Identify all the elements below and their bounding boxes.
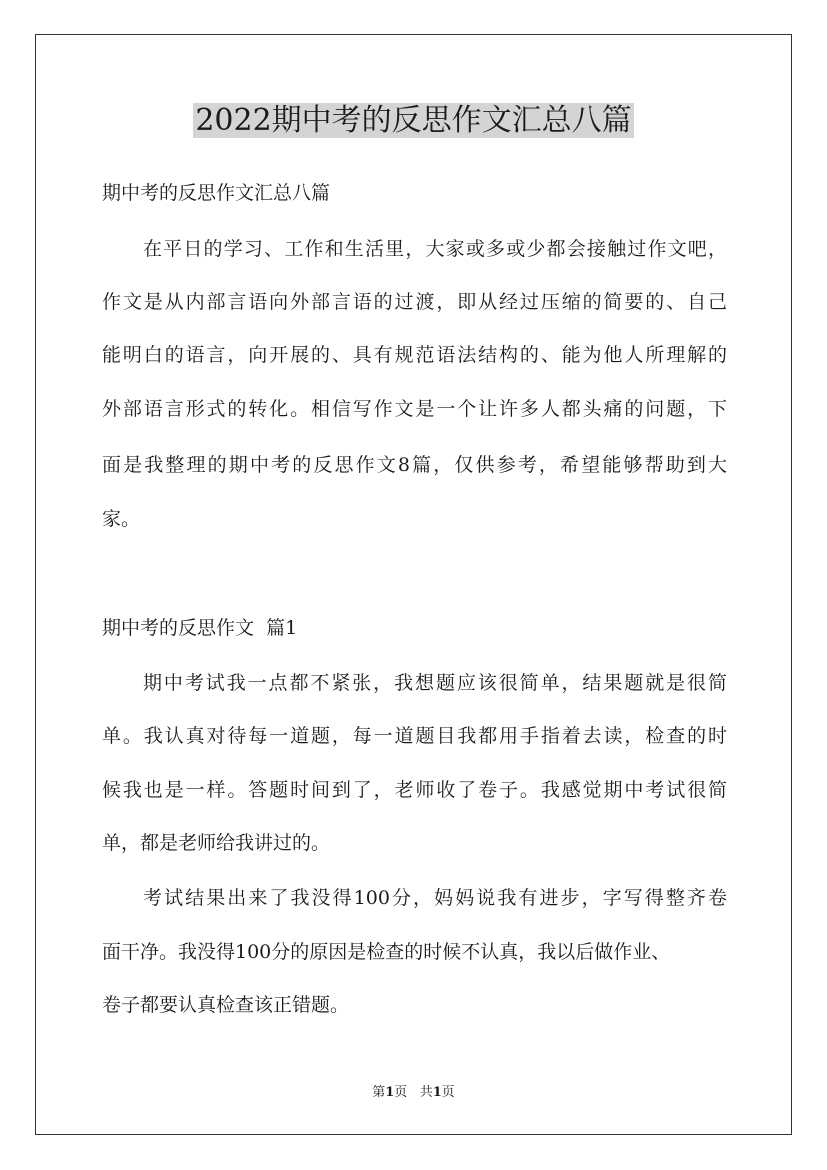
paragraph-line: 面干净。我没得100分的原因是检查的时候不认真，我以后做作业、 [102,941,671,963]
footer-total-prefix: 共 [419,1085,433,1100]
page-footer [0,1085,827,1101]
intro-line: 作文是从内部言语向外部言语的过渡，即从经过压缩的简要的、自己 [102,291,727,313]
intro-line: 家。 [102,508,141,530]
paragraph-line: 候我也是一样。答题时间到了，老师收了卷子。我感觉期中考试很简 [102,779,727,801]
intro-line: 外部语言形式的转化。相信写作文是一个让许多人都头痛的问题，下 [102,398,727,420]
footer-page-label: 页 [394,1085,408,1100]
paragraph-line: 考试结果出来了我没得100分，妈妈说我有进步，字写得整齐卷 [143,887,727,909]
section-heading: 期中考的反思作文 篇1 [102,617,298,639]
intro-line: 面是我整理的期中考的反思作文8篇，仅供参考，希望能够帮助到大 [102,454,727,476]
paragraph-line: 卷子都要认真检查该正错题。 [102,994,350,1016]
document-title [0,101,827,141]
intro-line: 在平日的学习、工作和生活里，大家或多或少都会接触过作文吧， [143,238,727,260]
intro-line: 能明白的语言，向开展的、具有规范语法结构的、能为他人所理解的 [102,344,727,366]
document-subtitle: 期中考的反思作文汇总八篇 [102,182,331,204]
paragraph-line: 单。我认真对待每一道题，每一道题目我都用手指着去读，检查的时 [102,725,727,747]
paragraph-line: 单，都是老师给我讲过的。 [102,832,331,854]
footer-page-number: 1 [385,1085,395,1100]
document-title-text: 2022期中考的反思作文汇总八篇 [195,103,632,138]
footer-total-pages: 1 [432,1085,442,1100]
footer-total-label: 页 [441,1085,455,1100]
footer-page-prefix: 第 [372,1085,386,1100]
paragraph-line: 期中考试我一点都不紧张，我想题应该很简单，结果题就是很简 [143,672,727,694]
